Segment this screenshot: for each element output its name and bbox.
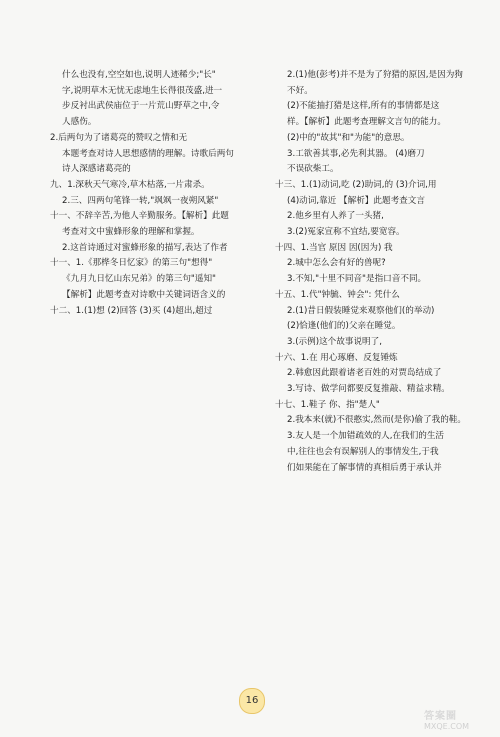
text-line: 2.我本来(就)不很憨实,然而(是你)偷了我的鞋。 [287, 415, 467, 426]
text-line: 2.(1)昔日假装睡觉来观察他们(的举动) [287, 305, 435, 316]
text-line: 2.他乡里有人养了一头猪, [287, 211, 384, 222]
text-line: 不误砍柴工。 [287, 164, 339, 175]
text-line: 诗人深感诸葛亮的 [62, 164, 131, 175]
text-line: 步反衬出武侯庙位于一片荒山野草之中,令 [62, 101, 220, 112]
text-line: (2)不能抽打猎是这样,所有的事情都是这 [287, 101, 440, 112]
text-line: 3.不知,"十里不同音"是指口音不同。 [287, 274, 427, 285]
site-watermark [424, 707, 494, 733]
text-line: 样。【解析】此题考查理解文言句的能力。 [287, 117, 446, 128]
text-line: 什么也没有,空空如也,说明人迹稀少;"长" [62, 70, 216, 80]
text-line: (2)中的"故其"和"为能"的意思。 [287, 132, 410, 143]
text-line: 3.写诗、做学问都要反复推敲、精益求精。 [287, 384, 450, 395]
text-line: 十二、1.(1)想 (2)回答 (3)买 (4)超出,超过 [50, 305, 213, 316]
watermark-logo-text: 答案圈 [424, 711, 457, 722]
text-line: 字,说明草木无忧无虑地生长得很茂盛,进一 [62, 85, 223, 96]
text-line: 中,往往也会有误解别人的事情发生,于我 [287, 446, 439, 457]
text-line: 2.(1)他(彭考)并不是为了狩猎的原因,是因为狗 [287, 70, 463, 80]
text-line: 十四、1.当官 原因 因(因为) 我 [275, 242, 393, 253]
text-line: 十六、1.在 用心琢磨、反复锤炼 [275, 352, 398, 363]
text-line: 2.三、四两句笔锋一转,"飒飒一夜朔风紧" [62, 195, 219, 206]
text-line: 3.(示例)这个故事说明了, [287, 336, 382, 347]
right-column [275, 68, 487, 476]
text-line: 考查对文中蜜蜂形象的理解和掌握。 [62, 227, 200, 238]
text-line: 不好。 [287, 85, 313, 96]
text-line: 十一、不辞辛苦,为他人辛勤服务。【解析】此题 [50, 211, 229, 222]
text-line: 人感伤。 [62, 117, 97, 128]
text-line: 十五、1.代"钟毓、钟会": 凭什么 [275, 289, 400, 300]
text-line: 十一、1.《那桦冬日忆家》的第三句"想得" [50, 258, 213, 269]
text-line: 十三、1.(1)动词,吃 (2)助词,的 (3)介词,用 [275, 179, 437, 190]
left-column [50, 68, 265, 319]
text-line: 十七、1.鞋子 你、指"楚人" [275, 399, 380, 410]
text-line: 《九月九日忆山东兄弟》的第三句"遥知" [62, 274, 217, 285]
text-line: 2.后两句为了诸葛亮的赞叹之情和无 [50, 132, 188, 143]
text-line: 们如果能在了解事情的真相后勇于承认并 [287, 462, 442, 473]
text-line: 九、1.深秋天气寒冷,草木枯落,一片肃杀。 [50, 179, 210, 190]
text-line: 【解析】此题考查对诗歌中关键词语含义的 [62, 289, 226, 300]
text-line: 2.韩愈因此跟着诸老百姓的对贾岛结成了 [287, 368, 442, 379]
text-line: (4)动词,靠近 【解析】此题考查文言 [287, 195, 425, 206]
text-line: 3.友人是一个加错疏效的人,在我们的生活 [287, 431, 445, 442]
text-line: 3.工欲善其事,必先利其器。 (4)磨刀 [287, 148, 425, 159]
text-line: (2)恰逢(他们的)父亲在睡觉。 [287, 321, 401, 332]
page-number: 16 [239, 688, 265, 714]
text-line: 2.城中怎么会有好的兽呢? [287, 258, 386, 269]
text-line: 3.(2)冤家宣称不宜结,要宽容。 [287, 227, 405, 238]
watermark-url: MXQE.COM [424, 722, 470, 731]
text-line: 本题考查对诗人思想感情的理解。诗歌后两句 [62, 148, 234, 159]
text-line: 2.这首诗通过对蜜蜂形象的描写,表达了作者 [62, 242, 228, 253]
